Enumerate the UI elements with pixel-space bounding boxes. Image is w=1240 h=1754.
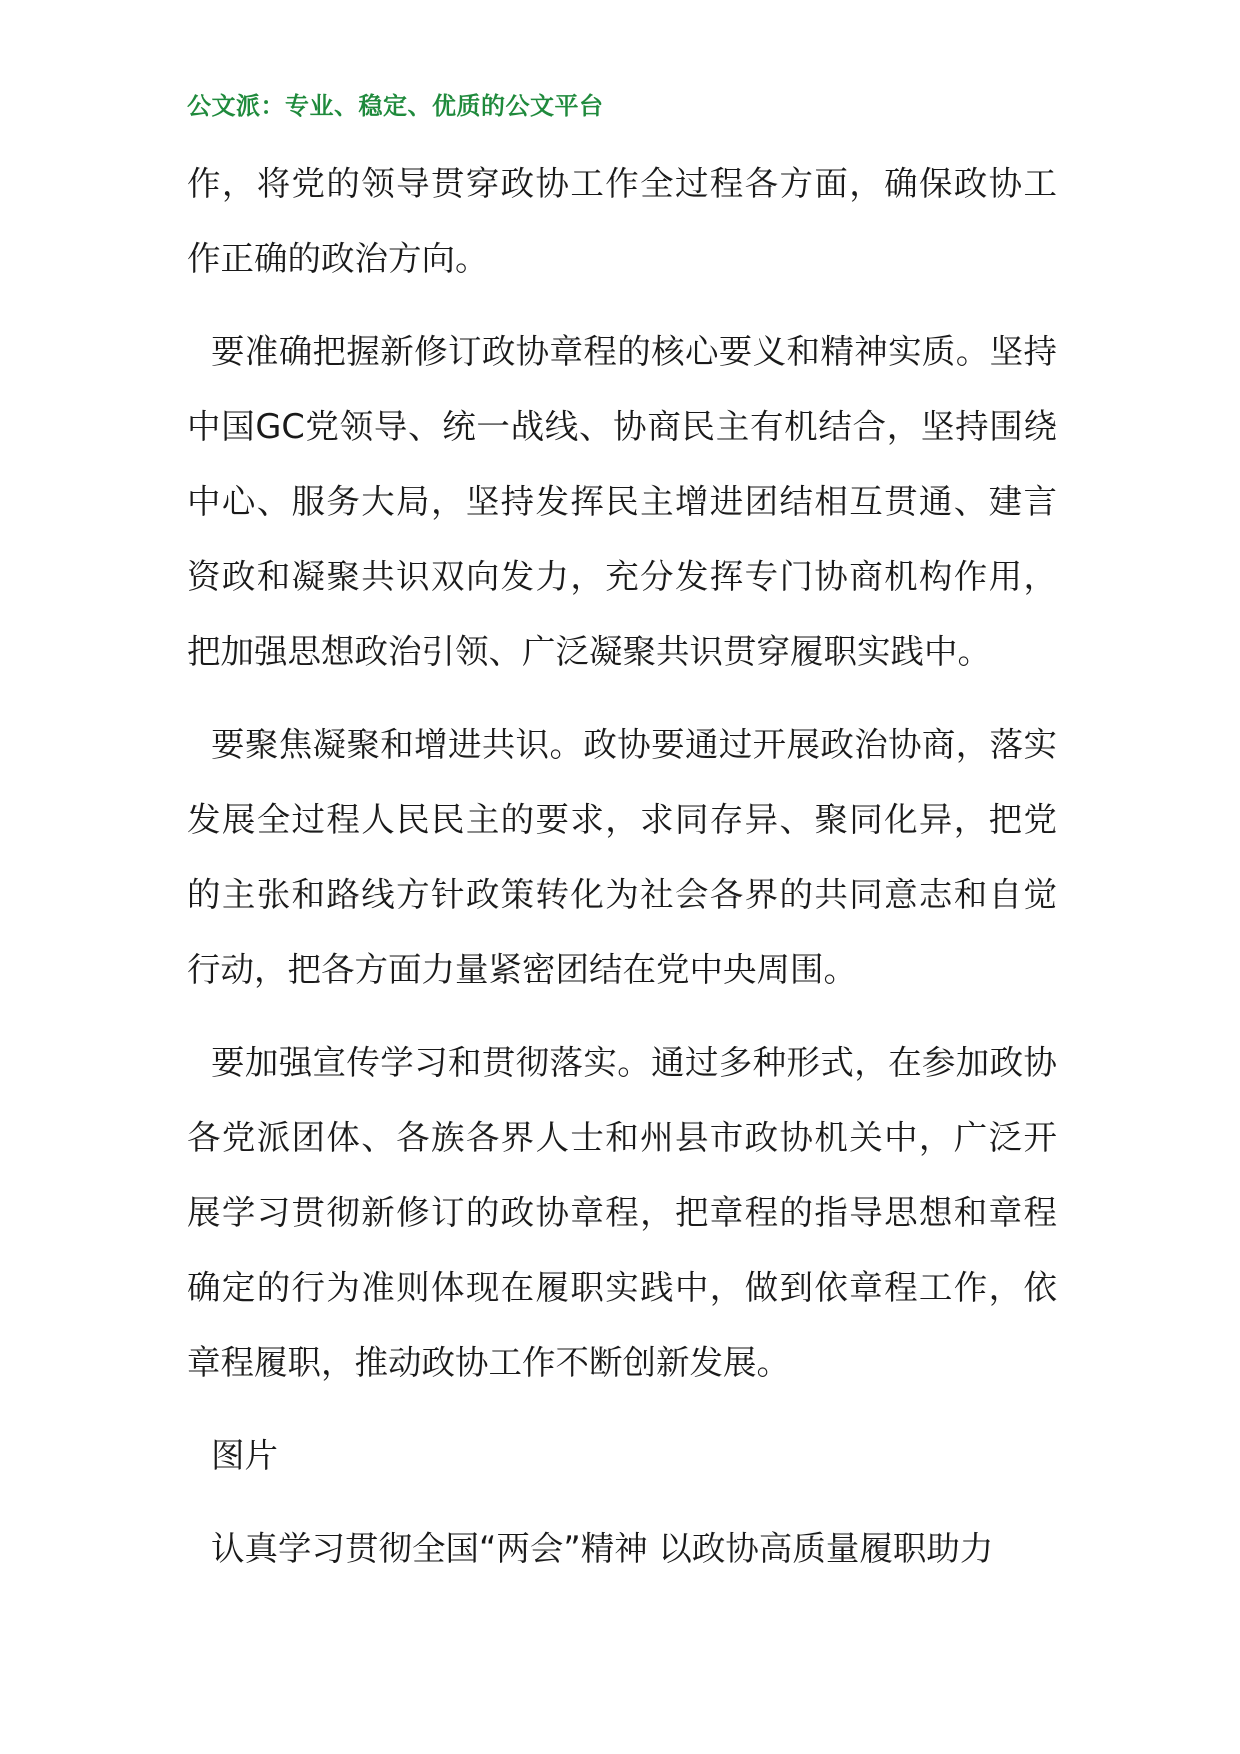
image-placeholder-label: 图片 bbox=[211, 1436, 278, 1475]
paragraph-consensus: 要聚焦凝聚和增进共识。政协要通过开展政治协商，落实发展全过程人民民主的要求，求同存异、聚同化异，把党的主张和路线方针政策转化为社会各界的共同意志和自觉行动，把各方面力量紧密团结在党中央周围。 bbox=[187, 725, 1057, 989]
site-header: 公文派：专业、稳定、优质的公文平台 bbox=[187, 91, 604, 120]
document-body bbox=[187, 146, 1057, 1586]
document-page bbox=[187, 80, 1057, 1604]
paragraph-charter-essence: 要准确把握新修订政协章程的核心要义和精神实质。坚持中国GC党领导、统一战线、协商民主有机结合，坚持围绕中心、服务大局，坚持发挥民主增进团结相互贯通、建言资政和凝聚共识双向发力，充分发挥专门协商机构作用，把加强思想政治引领、广泛凝聚共识贯穿履职实践中。 bbox=[187, 332, 1057, 671]
paragraph-continuation: 作，将党的领导贯穿政协工作全过程各方面，确保政协工作正确的政治方向。 bbox=[187, 164, 1057, 278]
paragraph-study-implementation: 要加强宣传学习和贯彻落实。通过多种形式，在参加政协各党派团体、各族各界人士和州县市政协机关中，广泛开展学习贯彻新修订的政协章程，把章程的指导思想和章程确定的行为准则体现在履职实践中，做到依章程工作，依章程履职，推动政协工作不断创新发展。 bbox=[187, 1043, 1057, 1382]
section-heading: 认真学习贯彻全国“两会”精神 以政协高质量履职助力 bbox=[211, 1529, 994, 1568]
